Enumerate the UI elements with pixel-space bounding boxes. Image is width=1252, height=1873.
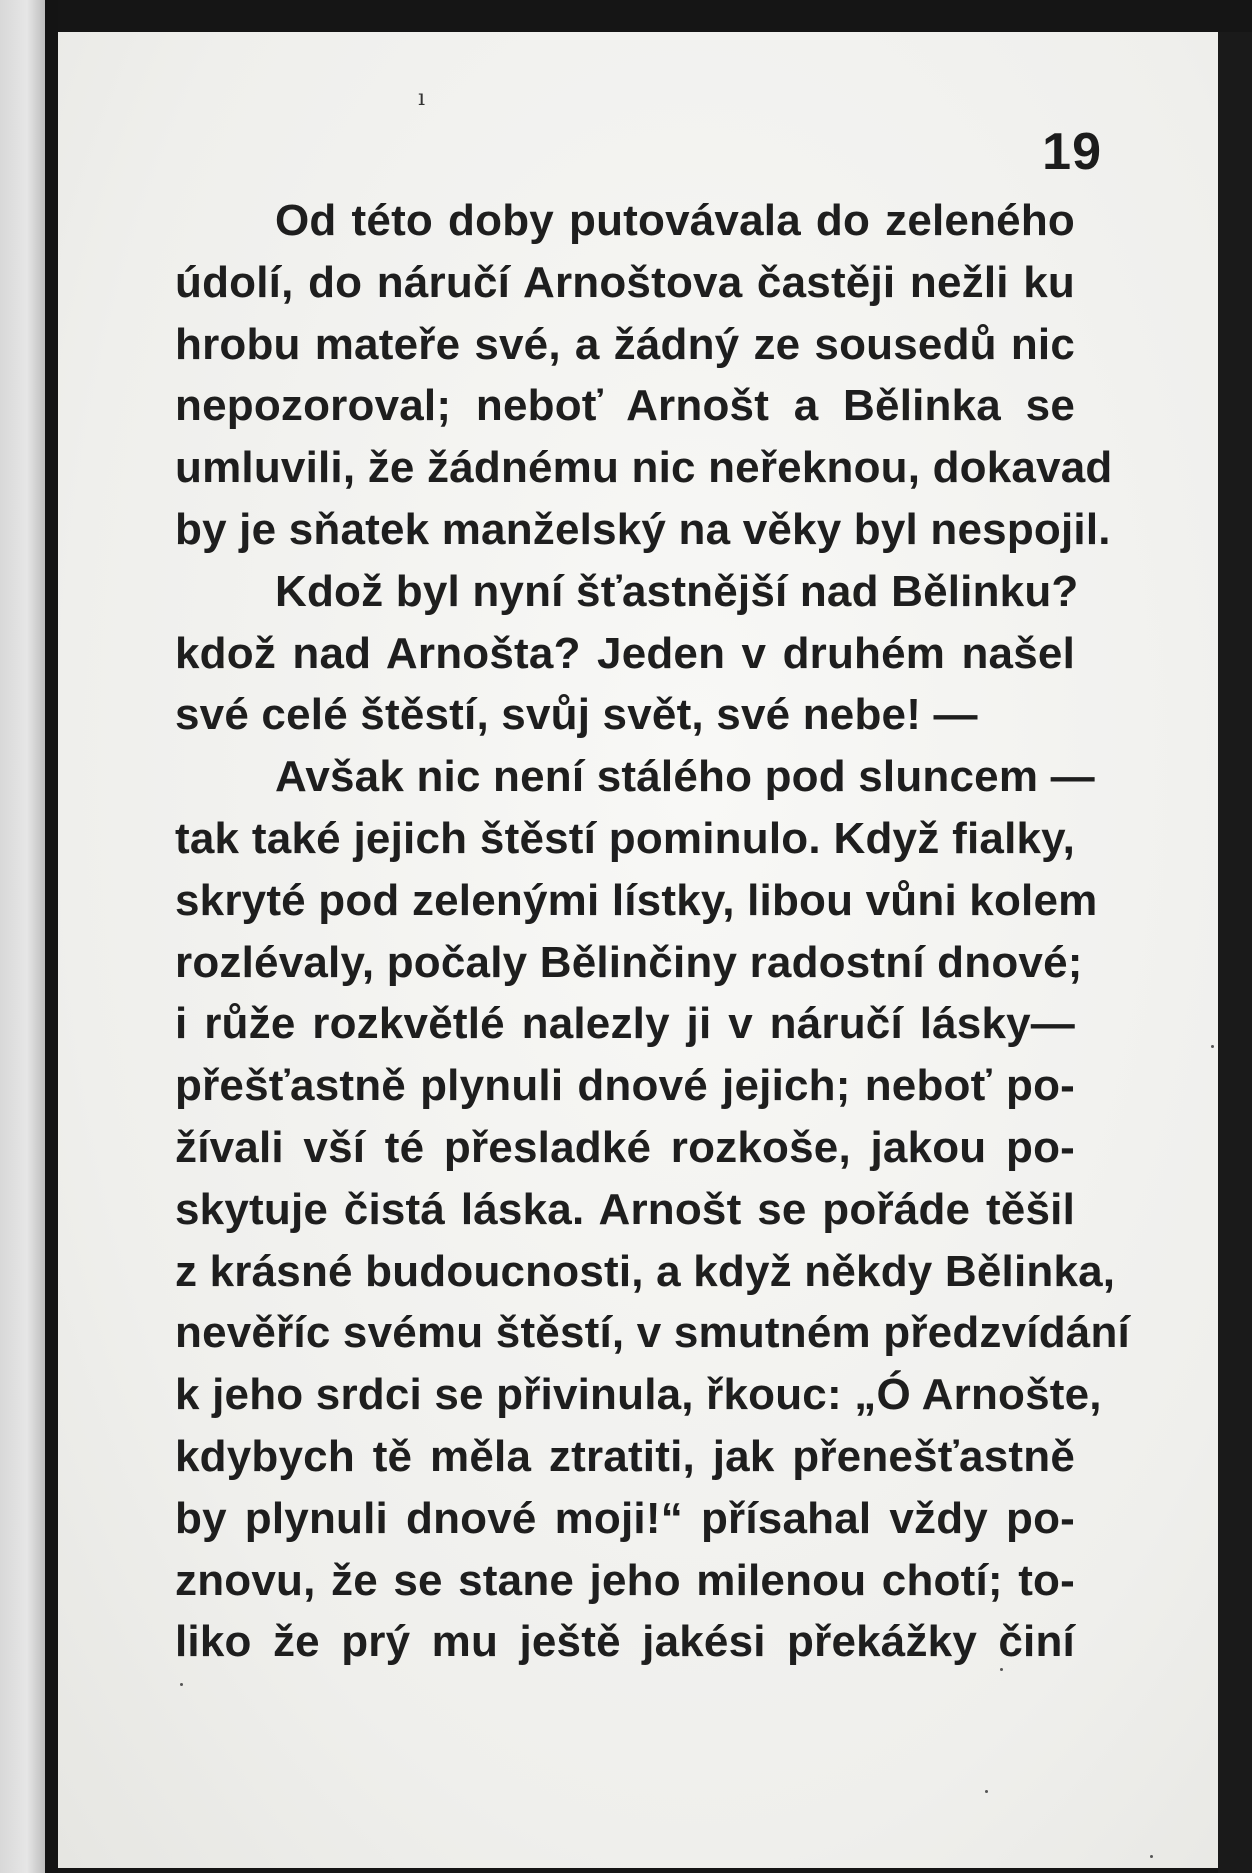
scan-border [1218, 32, 1252, 1873]
text-line: liko že prý mu ještě jakési překážky činí [175, 1617, 1075, 1667]
text-line: i růže rozkvětlé nalezly ji v náručí lásky— [175, 999, 1075, 1049]
text-line: kdož nad Arnošta? Jeden v druhém našel [175, 628, 1075, 678]
text-line: by je sňatek manželský na věky byl nespojil. [175, 504, 1111, 554]
text-line: Kdož byl nyní šťastnější nad Bělinku? [275, 566, 1079, 616]
text-line: hrobu mateře své, a žádný ze sousedů nic [175, 319, 1075, 369]
text-line: rozlévaly, počaly Bělinčiny radostní dnové; [175, 937, 1083, 987]
binding-shadow [45, 0, 58, 1873]
text-line: nepozoroval; neboť Arnošt a Bělinka se [175, 381, 1075, 431]
page-number: 19 [1042, 123, 1102, 181]
text-line: skytuje čistá láska. Arnošt se pořáde těšil [175, 1184, 1075, 1234]
text-line: přešťastně plynuli dnové jejich; neboť po- [175, 1061, 1075, 1111]
dust-speck [1000, 1668, 1003, 1671]
text-line: nevěříc svému štěstí, v smutném předzvídání [175, 1308, 1130, 1358]
text-line: z krásné budoucnosti, a když někdy Bělinka, [175, 1246, 1116, 1296]
text-line: Od této doby putovávala do zeleného [275, 196, 1075, 245]
text-line: své celé štěstí, svůj svět, své nebe! — [175, 690, 978, 740]
text-line: údolí, do náručí Arnoštova častěji nežli ku [175, 257, 1075, 307]
text-line: znovu, že se stane jeho milenou chotí; to- [175, 1555, 1075, 1605]
text-line: k jeho srdci se přivinula, řkouc: „Ó Arnošte, [175, 1370, 1102, 1420]
adjacent-page-strip [0, 0, 45, 1873]
text-line: by plynuli dnové moji!“ přísahal vždy po- [175, 1493, 1075, 1543]
dust-speck [1150, 1855, 1153, 1858]
dust-speck [985, 1790, 988, 1793]
text-line: umluvili, že žádnému nic neřeknou, dokavad [175, 443, 1113, 493]
text-line: tak také jejich štěstí pominulo. Když fialky, [175, 813, 1075, 863]
text-line: kdybych tě měla ztratiti, jak přenešťastně [175, 1431, 1075, 1481]
dust-speck [1211, 1045, 1214, 1048]
text-line: skryté pod zelenými lístky, libou vůni kolem [175, 875, 1098, 925]
dust-speck [180, 1683, 183, 1686]
text-line: Avšak nic není stálého pod sluncem — [275, 752, 1095, 802]
body-text [175, 190, 1130, 1673]
margin-mark: ı [418, 86, 426, 111]
text-line: žívali vší té přesladké rozkoše, jakou po- [175, 1122, 1075, 1172]
